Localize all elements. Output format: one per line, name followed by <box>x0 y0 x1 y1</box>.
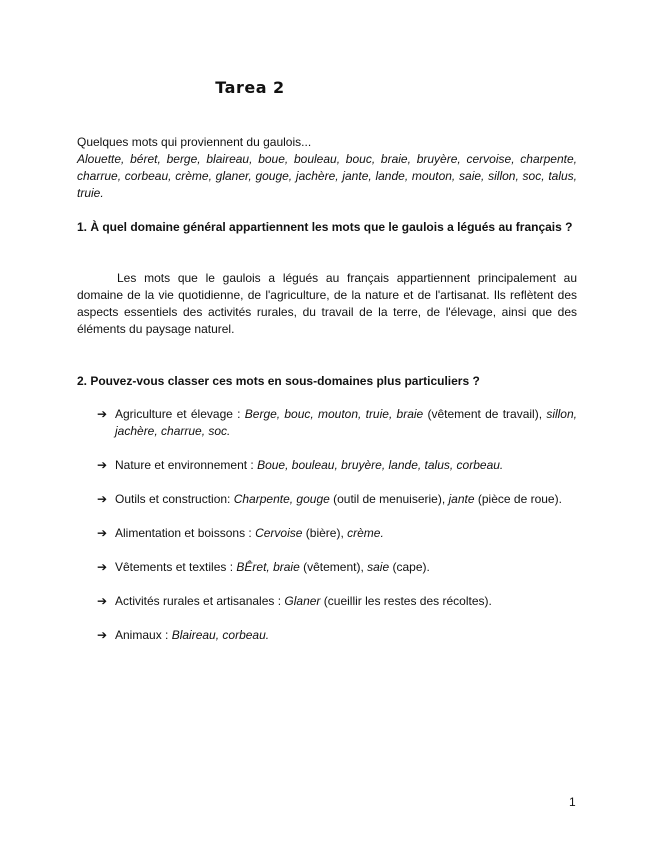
arrow-icon: ➔ <box>97 407 108 421</box>
arrow-icon: ➔ <box>97 458 108 472</box>
list-item: ➔ Agriculture et élevage : Berge, bouc, mouton, truie, braie (vêtement de travail), sillon, jachère, charrue, soc. <box>97 407 577 438</box>
intro-block <box>77 134 577 202</box>
arrow-icon: ➔ <box>97 492 108 506</box>
page-title: Tarea 2 <box>215 78 285 97</box>
answer-1: Les mots que le gaulois a légués au français appartiennent principalement au domaine de la vie quotidienne, de l'agriculture, de la nature et de l'artisanat. Ils reflètent des aspects essentiels des activités rurales, du travail de la terre, de l'élevage, ainsi que des éléments du paysage naturel. <box>77 271 577 336</box>
list-item: ➔ Activités rurales et artisanales : Glaner (cueillir les restes des récoltes). <box>97 594 492 608</box>
question-1: 1. À quel domaine général appartiennent les mots que le gaulois a légués au français ? <box>77 220 573 234</box>
arrow-icon: ➔ <box>97 594 108 608</box>
intro-word-list: Alouette, béret, berge, blaireau, boue, bouleau, bouc, braie, bruyère, cervoise, charpente, charrue, corbeau, crème, glaner, gouge, jachère, jante, lande, mouton, saie, sillon, soc, talus, truie. <box>77 152 577 200</box>
intro-line: Quelques mots qui proviennent du gaulois... <box>77 135 312 149</box>
list-item: ➔ Nature et environnement : Boue, bouleau, bruyère, lande, talus, corbeau. <box>97 458 504 472</box>
question-2: 2. Pouvez-vous classer ces mots en sous-domaines plus particuliers ? <box>77 374 480 388</box>
page-number: 1 <box>569 795 576 809</box>
arrow-icon: ➔ <box>97 628 108 642</box>
list-item: ➔ Alimentation et boissons : Cervoise (bière), crème. <box>97 526 384 540</box>
list-item: ➔ Vêtements et textiles : BÊret, braie (vêtement), saie (cape). <box>97 560 430 574</box>
arrow-icon: ➔ <box>97 526 108 540</box>
arrow-icon: ➔ <box>97 560 108 574</box>
list-item: ➔ Outils et construction: Charpente, gouge (outil de menuiserie), jante (pièce de roue). <box>97 492 562 506</box>
subdomain-list <box>97 406 577 661</box>
list-item: ➔ Animaux : Blaireau, corbeau. <box>97 628 270 642</box>
